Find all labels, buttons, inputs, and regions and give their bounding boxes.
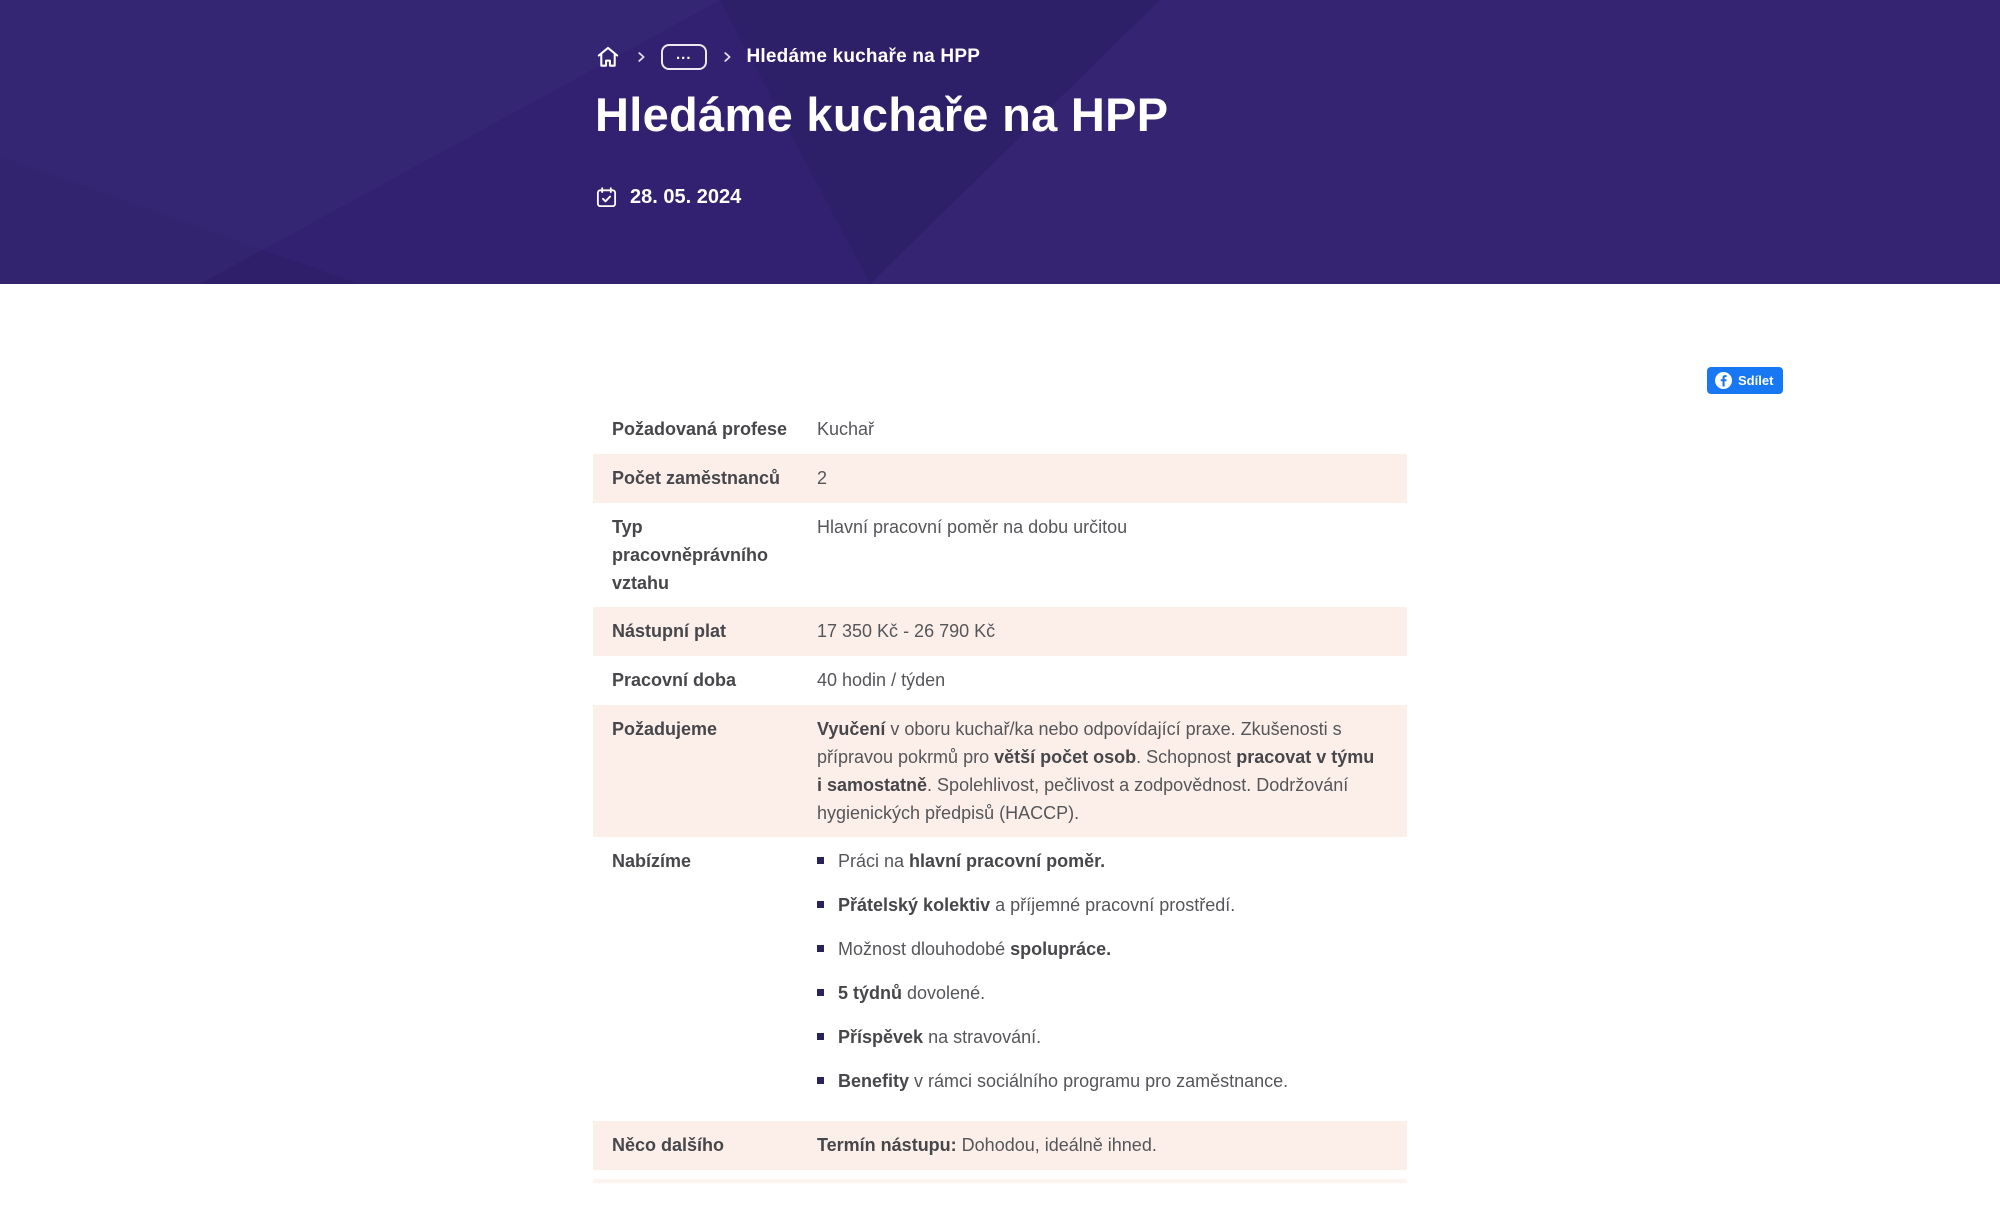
list-item (817, 979, 1383, 1007)
hero-content (595, 0, 1695, 284)
calendar-check-icon (595, 186, 618, 209)
table-row (593, 837, 1407, 1121)
row-label: Něco dalšího (612, 1135, 725, 1155)
table-row (593, 454, 1407, 503)
row-value: 2 (817, 468, 828, 488)
list-item-text: Příspěvek na stravování. (838, 1027, 1042, 1047)
bullet-square (817, 1077, 824, 1084)
breadcrumb-ellipsis-label: ... (676, 46, 692, 63)
facebook-icon (1715, 372, 1732, 389)
table-row (593, 405, 1407, 454)
row-label: Nástupní plat (612, 621, 727, 641)
bullet-square (817, 901, 824, 908)
list-item-text: Práci na hlavní pracovní poměr. (838, 851, 1106, 871)
hero-header (0, 0, 2000, 284)
share-button-label: Sdílet (1738, 373, 1774, 388)
row-value: 40 hodin / týden (817, 670, 946, 690)
list-item-text: Benefity v rámci sociálního programu pro zaměstnance. (838, 1071, 1289, 1091)
breadcrumb-collapsed-button[interactable] (661, 44, 707, 70)
home-icon (595, 44, 621, 70)
row-label: Nabízíme (612, 851, 692, 871)
row-label: Pracovní doba (612, 670, 737, 690)
row-label: Počet zaměstnanců (612, 468, 781, 488)
row-value: Vyučení v oboru kuchař/ka nebo odpovídající praxe. Zkušenosti s přípravou pokrmů pro větší počet osob. Schopnost pracovat v týmu i samostatně. Spolehlivost, pečlivost a zodpovědnost. Dodržování hygienických předpisů (HACCP). (817, 719, 1375, 823)
row-label: Typ pracovněprávního vztahu (612, 517, 769, 593)
breadcrumb-home-link[interactable] (595, 44, 621, 70)
breadcrumb-current-page: Hledáme kuchaře na HPP (746, 46, 981, 67)
list-item (817, 1023, 1383, 1051)
row-value: Kuchař (817, 419, 875, 439)
row-value: Hlavní pracovní poměr na dobu určitou (817, 517, 1128, 537)
row-value (817, 847, 1407, 1111)
table-row (593, 1121, 1407, 1170)
table-row (593, 607, 1407, 656)
list-item (817, 935, 1383, 963)
job-details-table (593, 405, 1407, 1170)
row-label: Požadovaná profese (612, 419, 788, 439)
row-label: Požadujeme (612, 719, 718, 739)
chevron-right-icon (634, 50, 648, 64)
publish-date (595, 186, 741, 209)
table-bottom-divider (593, 1179, 1407, 1183)
row-value: Termín nástupu: Dohodou, ideálně ihned. (817, 1135, 1157, 1155)
table-row (593, 705, 1407, 837)
page-title: Hledáme kuchaře na HPP (595, 88, 1169, 141)
list-item-text: 5 týdnů dovolené. (838, 983, 986, 1003)
table-row (593, 503, 1407, 607)
bullet-square (817, 1033, 824, 1040)
publish-date-text: 28. 05. 2024 (630, 186, 742, 208)
facebook-share-button[interactable] (1707, 367, 1783, 394)
bullet-square (817, 945, 824, 952)
breadcrumb (595, 44, 980, 70)
list-item-text: Přátelský kolektiv a příjemné pracovní prostředí. (838, 895, 1236, 915)
bullet-square (817, 989, 824, 996)
bullet-square (817, 857, 824, 864)
list-item (817, 891, 1383, 919)
list-item-text: Možnost dlouhodobé spolupráce. (838, 939, 1112, 959)
offer-list (817, 847, 1383, 1095)
chevron-right-icon (720, 50, 734, 64)
list-item (817, 1067, 1383, 1095)
list-item (817, 847, 1383, 875)
table-row (593, 656, 1407, 705)
row-value: 17 350 Kč - 26 790 Kč (817, 621, 996, 641)
